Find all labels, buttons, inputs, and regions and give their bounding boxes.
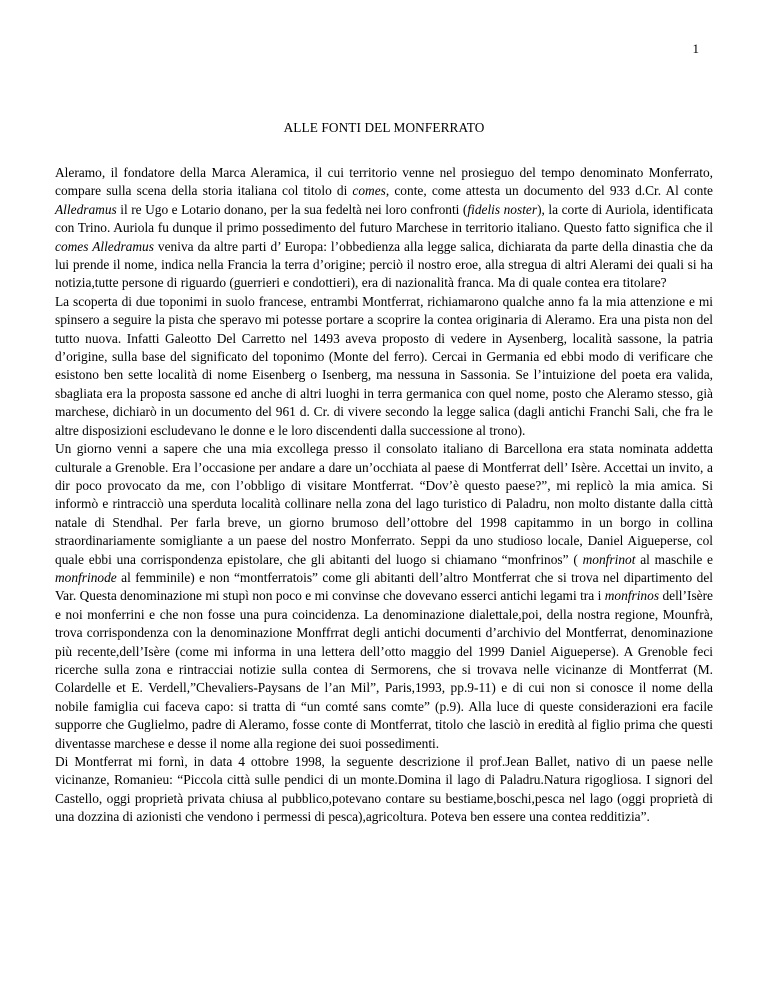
document-body bbox=[55, 164, 713, 827]
italic-run: fidelis noster bbox=[467, 201, 538, 217]
text-run: il re Ugo e Lotario donano, per la sua fedeltà nei loro confronti ( bbox=[116, 201, 468, 217]
text-run: al maschile e bbox=[635, 551, 713, 567]
text-run: ), la corte di Auriola, identificata con Trino. Auriola fu dunque il primo possedimento del futuro Marchese in territorio italiano. Questo fatto significa che il bbox=[55, 201, 714, 236]
text-run: Di Montferrat mi fornì, in data 4 ottobre 1998, la seguente descrizione il prof.Jean Ballet, nativo di un paese nelle vicinanze, Romanieu: “Piccola città sulle pendici di un monte.Domina il lago di Paladru.Natura rigogliosa. I signori del Castello, oggi proprietà privata chiusa al pubblico,potevano contare su bestiame,boschi,pesca nel lago (oggi proprietà di una dozzina di azionisti che vendono i permessi di pesca),agricoltura. Poteva ben essere una contea redditizia”. bbox=[55, 754, 713, 825]
text-run: La scoperta di due toponimi in suolo francese, entrambi Montferrat, richiamarono qualche anno fa la mia attenzione e mi spinsero a seguire la pista che speravo mi potesse portare a scoprire la contea originaria di Aleramo. Era una pista non del tutto nuova. Infatti Galeotto Del Carretto nel 1493 aveva proposto di vedere in Aysenberg, località sassone, la patria d’origine, sulla base del significato del toponimo (Monte del ferro). Cercai in Germania ed ebbi modo di verificare che esistono ben sette località di nome Eisenberg o Isenberg, ma nessuna in Sassonia. Se l’intuizione del poeta era valida, sbagliata era la proposta sassone ed anche di altri luoghi in terra germanica con quel nome, posto che Aleramo stesso, già marchese, dichiarò in un documento del 961 d. Cr. di vivere secondo la legge salica (dagli antichi Franchi Sali, che fra le altre disposizioni escludevano le donne e le loro discendenti dalla successione al trono). bbox=[55, 293, 713, 438]
paragraph bbox=[55, 440, 713, 753]
page-number: 1 bbox=[692, 41, 699, 56]
text-run: , conte, come attesta un documento del 933 d.Cr. Al conte bbox=[385, 183, 713, 199]
text-run: al femminile) e non “montferratois” come gli abitanti dell’altro Montferrat che si trova nel dipartimento del Var. Questa denominazione mi stupì non poco e mi convinse che dovevano esserci antichi legami tra i bbox=[55, 569, 713, 604]
document-title: ALLE FONTI DEL MONFERRATO bbox=[283, 120, 485, 135]
italic-run: monfrinot bbox=[582, 551, 636, 567]
text-run: veniva da altre parti d’ Europa: l’obbedienza alla legge salica, dichiarata da parte della dinastia che da lui prende il nome, indica nella Francia la terra d’origine; perciò il nostro eroe, alla stregua di altri Alerami dei quali si ha notizia,tutte persone di riguardo (guerrieri e condottieri), era di nazionalità franca. Ma di quale contea era titolare? bbox=[55, 238, 714, 291]
text-run: Un giorno venni a sapere che una mia excollega presso il consolato italiano di Barcellona era stata nominata addetta culturale a Grenoble. Era l’occasione per andare a dare un’occhiata al paese di Montferrat dell’ Isère. Accettai un invito, a dir poco provocato da me, con l’obbligo di visitare Montferrat. “Dov’è questo paese?”, mi replicò la mia amica. Si informò e rintracciò una sperduta località collinare nella zona del lago turistico di Paladru, non molto distante dalla città natale di Stendhal. Per farla breve, un giorno brumoso dell’ottobre del 1998 capitammo in un borgo in collina straordinariamente somigliante a un paese del nostro Monferrato. Seppi da uno studioso locale, Daniel Aigueperse, col quale ebbi una corrispondenza epistolare, che gli abitanti del luogo si chiamano “monfrinos” ( bbox=[55, 441, 713, 567]
paragraph bbox=[55, 164, 713, 293]
paragraph bbox=[55, 293, 713, 440]
text-run: dell’Isère e noi monferrini e che non fosse una pura coincidenza. La denominazione dialettale,poi, della nostra regione, Mounfrà, trova corrispondenza con la denominazione Monffrrat degli antichi documenti d’archivio del Montferrat, denominazione più recente,dell’Isère (come mi informa in una lettera dell’otto maggio del 1999 Daniel Aigueperse). A Grenoble feci ricerche sulla zona e rintracciai notizie sulla contea di Sermorens, che si trovava nelle vicinanze di Montferrat (M. Colardelle et E. Verdell,”Chevaliers-Paysans de l’an Mil”, Paris,1993, pp.9-11) e di cui non si conosce il nome della nobile famiglia cui faceva capo: si tratta di “un comté sans comte” (p.9). Alla luce di queste considerazioni era facile supporre che Guglielmo, padre di Aleramo, fosse conte di Montferrat, titolo che lasciò in eredità al figlio prima che questi diventasse marchese e desse il nome alla regione dei suoi possedimenti. bbox=[55, 588, 713, 751]
italic-run: monfrinos bbox=[604, 588, 660, 604]
text-run: Aleramo, il fondatore della Marca Aleramica, il cui territorio venne nel prosieguo del tempo denominato Monferrato, compare sulla scena della storia italiana col titolo di bbox=[55, 165, 713, 199]
italic-run: Alledramus bbox=[55, 201, 117, 217]
italic-run: monfrinode bbox=[55, 569, 117, 585]
italic-run: comes bbox=[352, 183, 386, 199]
paragraph bbox=[55, 753, 713, 827]
italic-run: comes Alledramus bbox=[55, 238, 154, 254]
